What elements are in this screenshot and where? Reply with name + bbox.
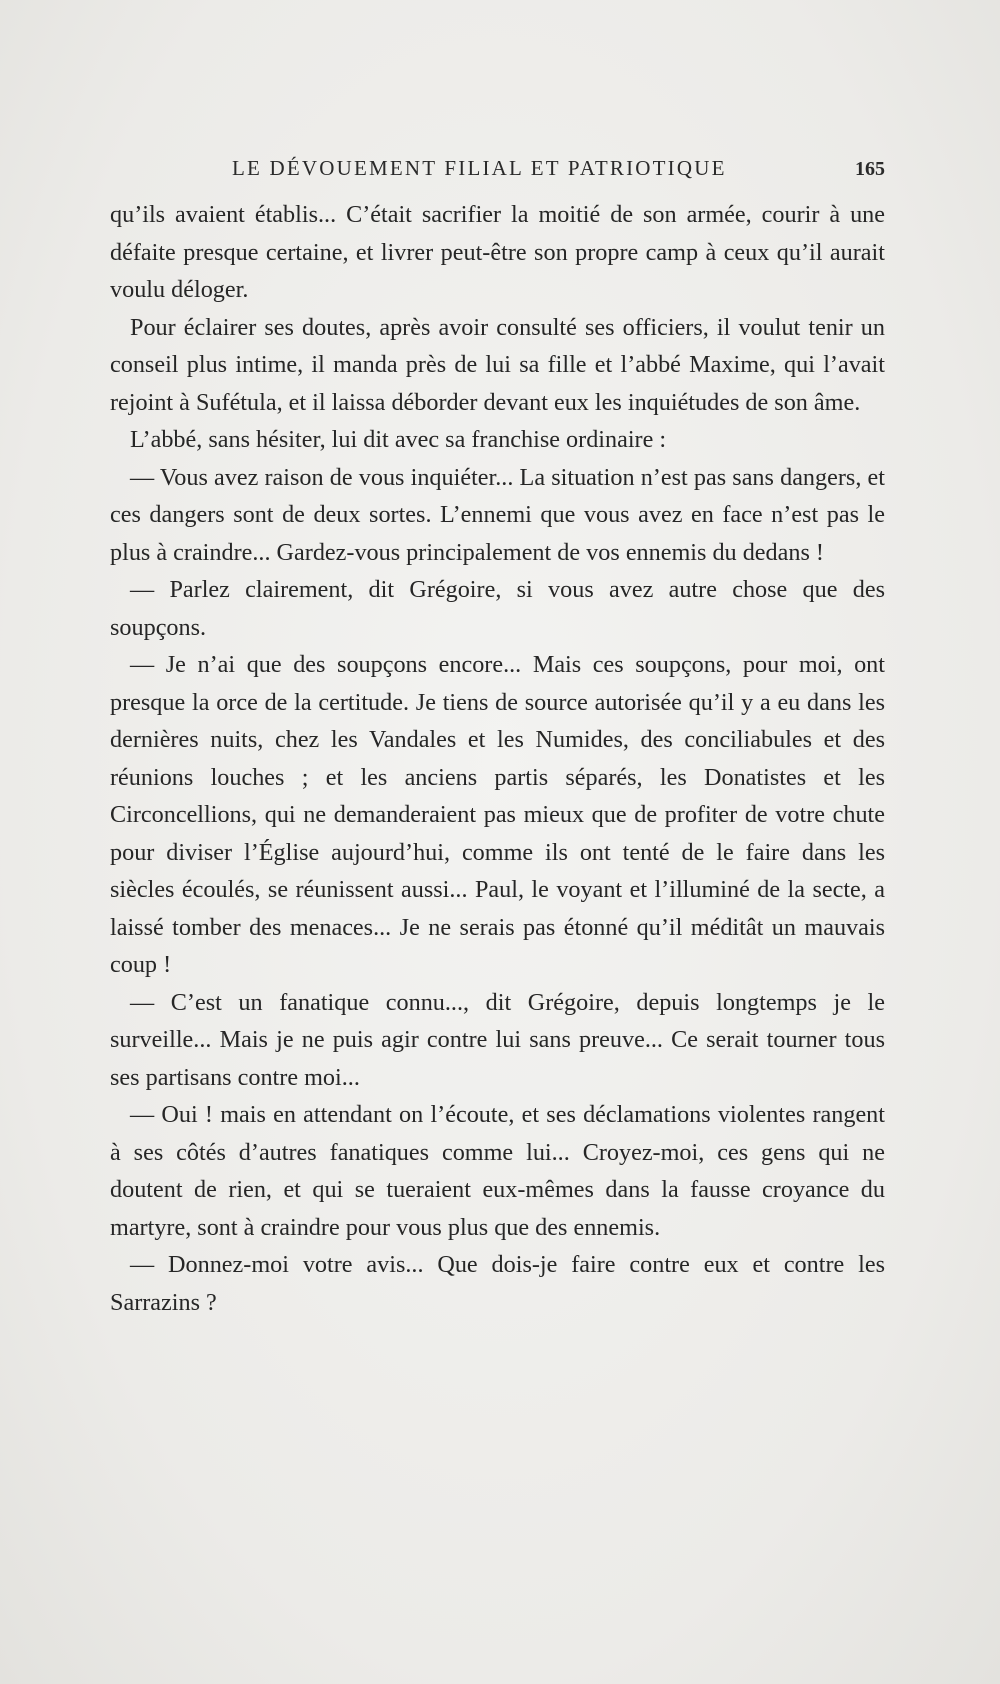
paragraph: — C’est un fanatique connu..., dit Grégoire, depuis longtemps je le surveille... Mais je ne puis agir contre lui sans preuve... Ce serait tourner tous ses partisans contre moi... [110, 988, 885, 1091]
paragraph: — Donnez-moi votre avis... Que dois-je faire contre eux et contre les Sarrazins ? [110, 1251, 885, 1316]
page-header [110, 156, 885, 186]
paragraph: Pour éclairer ses doutes, après avoir consulté ses officiers, il voulut tenir un conseil plus intime, il manda près de lui sa fille et l’abbé Maxime, qui l’avait rejoint à Sufétula, et il laissa déborder devant eux les inquiétudes de son âme. [110, 313, 885, 416]
paragraph: — Vous avez raison de vous inquiéter... La situation n’est pas sans dangers, et ces dangers sont de deux sortes. L’ennemi que vous avez en face n’est pas le plus à craindre... Gardez-vous principalement de vos ennemis du dedans ! [110, 463, 885, 566]
paragraph: — Parlez clairement, dit Grégoire, si vous avez autre chose que des soupçons. [110, 576, 885, 641]
running-head: LE DÉVOUEMENT FILIAL ET PATRIOTIQUE [232, 156, 727, 180]
paragraph: — Je n’ai que des soupçons encore... Mais ces soupçons, pour moi, ont presque la orce de la certitude. Je tiens de source autorisée qu’il y a eu dans les dernières nuits, chez les Vandales et les Numides, des conciliabules et des réunions louches ; et les anciens partis séparés, les Donatistes et les Circoncellions, qui ne demanderaient pas mieux que de profiter de votre chute pour diviser l’Église aujourd’hui, comme ils ont tenté de le faire dans les siècles écoulés, se réunissent aussi... Paul, le voyant et l’illuminé de la secte, a laissé tomber des menaces... Je ne serais pas étonné qu’il méditât un mauvais coup ! [110, 651, 885, 978]
paragraph: qu’ils avaient établis... C’était sacrifier la moitié de son armée, courir à une défaite presque certaine, et livrer peut-être son propre camp à ceux qu’il aurait voulu déloger. [110, 201, 885, 303]
body-text [110, 196, 885, 1321]
page-number: 165 [855, 158, 885, 180]
paragraph: L’abbé, sans hésiter, lui dit avec sa franchise ordinaire : [130, 426, 667, 453]
paragraph: — Oui ! mais en attendant on l’écoute, et ses déclamations violentes rangent à ses côtés d’autres fanatiques comme lui... Croyez-moi, ces gens qui ne doutent de rien, et qui se tueraient eux-mêmes dans la fausse croyance du martyre, sont à craindre pour vous plus que des ennemis. [110, 1101, 885, 1241]
